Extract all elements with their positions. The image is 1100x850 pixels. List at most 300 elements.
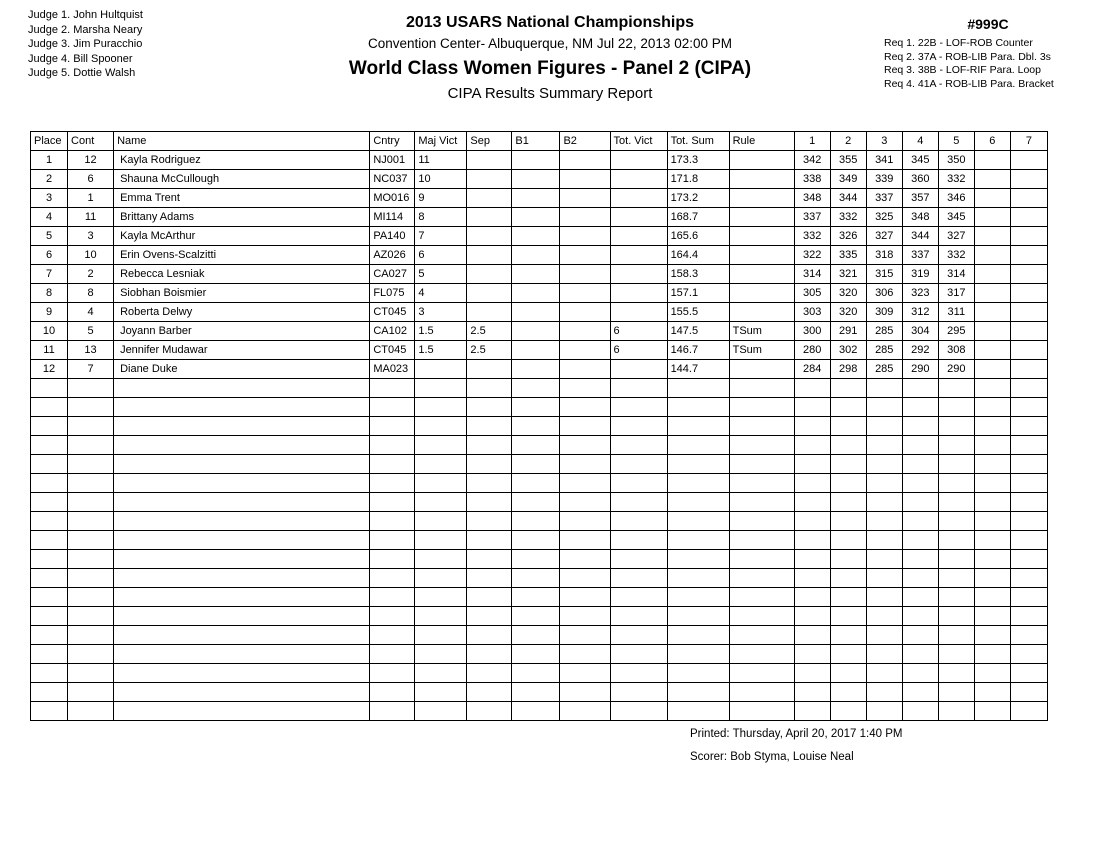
table-cell [415,493,467,512]
table-cell [467,170,512,189]
table-cell: AZ026 [370,246,415,265]
table-cell: 291 [830,322,866,341]
table-cell: 332 [794,227,830,246]
table-cell: Jennifer Mudawar [114,341,370,360]
table-cell [938,531,974,550]
table-cell [610,379,667,398]
table-cell [729,379,794,398]
table-cell: 158.3 [667,265,729,284]
table-cell: 346 [938,189,974,208]
table-cell [610,436,667,455]
table-cell [1010,246,1047,265]
table-cell [610,208,667,227]
table-cell [974,455,1010,474]
column-header: Rule [729,132,794,151]
table-cell: 320 [830,303,866,322]
table-cell [830,569,866,588]
table-cell: 350 [938,151,974,170]
table-cell [902,683,938,702]
table-cell [370,474,415,493]
table-cell [512,702,560,721]
table-cell [467,303,512,322]
table-row [31,341,1048,360]
event-title: World Class Women Figures - Panel 2 (CIPA) [348,58,752,79]
table-cell [729,303,794,322]
table-cell: 13 [68,341,114,360]
table-cell [938,474,974,493]
table-cell [938,588,974,607]
table-cell: Roberta Delwy [114,303,370,322]
table-cell: 327 [938,227,974,246]
table-cell [467,436,512,455]
empty-table-row [31,493,1048,512]
table-cell [610,664,667,683]
table-cell [415,702,467,721]
table-cell [68,379,114,398]
table-cell [560,569,610,588]
column-header: Sep [467,132,512,151]
table-cell [560,550,610,569]
table-cell: 342 [794,151,830,170]
table-cell [68,702,114,721]
table-cell [31,455,68,474]
table-cell: 326 [830,227,866,246]
table-cell [370,569,415,588]
table-cell: 345 [938,208,974,227]
table-cell [114,702,370,721]
table-cell [512,683,560,702]
results-table [30,131,1048,721]
table-cell [794,645,830,664]
table-cell [68,569,114,588]
table-cell: 309 [866,303,902,322]
table-cell [902,417,938,436]
table-body [31,151,1048,721]
table-cell: 8 [31,284,68,303]
table-cell [830,379,866,398]
event-info [884,16,1092,91]
table-cell: 2 [68,265,114,284]
table-cell: CT045 [370,303,415,322]
table-cell [729,436,794,455]
table-cell [974,151,1010,170]
table-cell: 285 [866,341,902,360]
table-cell [938,550,974,569]
table-cell: MI114 [370,208,415,227]
empty-table-row [31,683,1048,702]
table-cell [729,151,794,170]
table-cell [610,683,667,702]
table-cell [31,474,68,493]
table-cell [866,550,902,569]
table-cell: 7 [31,265,68,284]
table-cell: 4 [31,208,68,227]
table-cell [902,474,938,493]
column-header: 3 [866,132,902,151]
table-cell [512,550,560,569]
table-cell [866,645,902,664]
table-cell [560,303,610,322]
table-cell [415,645,467,664]
table-cell [667,436,729,455]
table-cell [560,208,610,227]
table-cell [830,474,866,493]
table-cell: 300 [794,322,830,341]
table-cell [560,322,610,341]
table-cell [370,531,415,550]
table-cell [467,493,512,512]
table-cell [31,436,68,455]
table-cell [512,626,560,645]
table-cell [1010,398,1047,417]
empty-table-row [31,379,1048,398]
table-cell [114,664,370,683]
table-cell [866,493,902,512]
table-cell: 146.7 [667,341,729,360]
table-cell [974,398,1010,417]
column-header: 1 [794,132,830,151]
table-cell: 339 [866,170,902,189]
table-cell [467,512,512,531]
table-cell [512,588,560,607]
table-cell: 1.5 [415,341,467,360]
table-cell [560,398,610,417]
table-row [31,360,1048,379]
table-cell [560,531,610,550]
column-header: Tot. Vict [610,132,667,151]
empty-table-row [31,417,1048,436]
table-cell [31,398,68,417]
table-cell: 11 [31,341,68,360]
table-cell [560,170,610,189]
table-cell [866,455,902,474]
judge-entry: Judge 5. Dottie Walsh [28,67,136,79]
table-cell: 3 [68,227,114,246]
table-cell [68,683,114,702]
judge-entry: Judge 1. John Hultquist [28,9,143,21]
table-row [31,227,1048,246]
column-header: Place [31,132,68,151]
column-header: Name [114,132,370,151]
table-cell [370,417,415,436]
table-cell [467,626,512,645]
table-cell [467,379,512,398]
report-title: 2013 USARS National Championships [405,14,695,31]
table-cell: 314 [938,265,974,284]
table-cell [467,664,512,683]
table-cell: Brittany Adams [114,208,370,227]
table-cell [467,702,512,721]
requirement-entry: Req 3. 38B - LOF-RIF Para. Loop [884,64,1041,76]
table-cell [667,569,729,588]
table-cell [830,531,866,550]
table-cell [610,360,667,379]
table-cell [794,512,830,531]
table-cell [938,493,974,512]
table-cell [667,607,729,626]
table-cell [370,436,415,455]
table-cell [68,550,114,569]
table-cell [31,417,68,436]
requirements-list [884,37,1092,91]
table-cell [667,455,729,474]
table-cell [610,607,667,626]
table-cell [974,265,1010,284]
table-cell [1010,227,1047,246]
table-cell [830,550,866,569]
table-cell [415,417,467,436]
table-cell [866,569,902,588]
table-cell [114,531,370,550]
table-cell [830,664,866,683]
table-cell: 344 [830,189,866,208]
table-cell: 3 [31,189,68,208]
table-cell [667,626,729,645]
table-cell: 157.1 [667,284,729,303]
table-cell [31,645,68,664]
table-cell [729,474,794,493]
table-cell [794,455,830,474]
table-cell [512,493,560,512]
table-row [31,189,1048,208]
table-cell: Kayla McArthur [114,227,370,246]
table-cell [938,398,974,417]
table-cell: MA023 [370,360,415,379]
table-cell [1010,417,1047,436]
table-cell: 10 [31,322,68,341]
table-cell: CT045 [370,341,415,360]
table-cell [68,417,114,436]
table-cell [667,474,729,493]
table-cell [68,626,114,645]
table-cell [729,227,794,246]
table-cell [512,246,560,265]
table-cell [114,455,370,474]
table-cell [512,284,560,303]
table-cell: 315 [866,265,902,284]
table-cell [729,398,794,417]
table-cell: 5 [68,322,114,341]
table-cell: 302 [830,341,866,360]
table-cell: 164.4 [667,246,729,265]
table-cell: 332 [830,208,866,227]
table-cell [415,531,467,550]
table-cell [902,455,938,474]
table-cell: Emma Trent [114,189,370,208]
table-cell [974,702,1010,721]
table-cell [902,493,938,512]
table-cell: MO016 [370,189,415,208]
table-cell: 335 [830,246,866,265]
table-cell: 292 [902,341,938,360]
table-row [31,284,1048,303]
table-cell [560,189,610,208]
table-cell [415,683,467,702]
table-cell [974,436,1010,455]
table-cell [830,417,866,436]
table-cell: 338 [794,170,830,189]
table-cell [512,417,560,436]
table-cell [938,645,974,664]
table-cell [729,284,794,303]
table-cell [560,341,610,360]
table-cell [938,683,974,702]
table-cell [1010,683,1047,702]
table-cell [974,474,1010,493]
table-cell: Diane Duke [114,360,370,379]
table-cell: 303 [794,303,830,322]
table-cell [729,645,794,664]
table-cell [415,474,467,493]
table-cell [68,645,114,664]
table-cell [1010,645,1047,664]
table-cell [370,455,415,474]
table-cell [610,170,667,189]
requirement-entry: Req 2. 37A - ROB-LIB Para. Dbl. 3s [884,50,1051,63]
requirement-entry: Req 4. 41A - ROB-LIB Para. Bracket [884,77,1054,90]
table-cell [794,436,830,455]
table-cell [68,398,114,417]
table-cell: CA027 [370,265,415,284]
table-cell: NJ001 [370,151,415,170]
table-cell [370,645,415,664]
table-cell [974,607,1010,626]
table-cell [114,683,370,702]
table-cell [415,626,467,645]
report-name: CIPA Results Summary Report [447,85,653,102]
table-cell [610,455,667,474]
empty-table-row [31,664,1048,683]
table-cell [31,550,68,569]
table-cell: 10 [415,170,467,189]
table-cell [1010,702,1047,721]
table-cell [794,531,830,550]
table-cell: 357 [902,189,938,208]
table-cell [610,303,667,322]
table-cell [729,208,794,227]
table-cell [467,265,512,284]
report-footer [690,728,902,774]
table-cell [467,189,512,208]
table-cell: Rebecca Lesniak [114,265,370,284]
table-cell: 285 [866,360,902,379]
table-cell: 348 [794,189,830,208]
empty-table-row [31,531,1048,550]
table-cell [729,550,794,569]
table-cell: 298 [830,360,866,379]
table-cell [729,588,794,607]
table-cell [560,474,610,493]
table-cell [560,664,610,683]
table-cell [1010,303,1047,322]
table-cell [1010,341,1047,360]
table-cell: 1 [31,151,68,170]
table-cell [1010,322,1047,341]
empty-table-row [31,588,1048,607]
table-cell: 322 [794,246,830,265]
table-cell [902,607,938,626]
table-cell: 2.5 [467,322,512,341]
table-cell: 348 [902,208,938,227]
table-cell [938,702,974,721]
table-cell: 349 [830,170,866,189]
table-cell [467,360,512,379]
column-header: 4 [902,132,938,151]
table-cell [1010,360,1047,379]
table-cell: 304 [902,322,938,341]
table-row [31,322,1048,341]
table-cell [729,455,794,474]
table-cell [667,664,729,683]
table-cell [114,607,370,626]
empty-table-row [31,569,1048,588]
table-cell [830,493,866,512]
requirement-entry: Req 1. 22B - LOF-ROB Counter [884,37,1033,49]
table-cell [610,284,667,303]
column-header: 6 [974,132,1010,151]
table-cell [830,607,866,626]
table-cell [830,398,866,417]
table-cell [512,531,560,550]
table-cell: 285 [866,322,902,341]
table-cell [1010,512,1047,531]
table-cell [370,626,415,645]
table-cell: 3 [415,303,467,322]
table-cell [415,379,467,398]
table-cell [938,607,974,626]
table-cell [1010,455,1047,474]
table-cell [938,417,974,436]
table-cell [610,189,667,208]
table-cell [512,645,560,664]
table-cell [560,151,610,170]
table-cell [31,512,68,531]
table-cell [902,588,938,607]
table-cell [114,379,370,398]
table-cell [560,360,610,379]
table-cell: 305 [794,284,830,303]
table-cell [974,626,1010,645]
table-cell: FL075 [370,284,415,303]
table-cell [610,493,667,512]
table-cell [830,455,866,474]
table-cell: 319 [902,265,938,284]
table-cell [560,683,610,702]
table-cell [974,379,1010,398]
column-header: B1 [512,132,560,151]
table-cell [415,512,467,531]
table-cell: 344 [902,227,938,246]
table-cell: 337 [866,189,902,208]
table-cell [370,493,415,512]
table-cell [415,398,467,417]
table-cell [512,303,560,322]
table-cell [974,588,1010,607]
column-header: 2 [830,132,866,151]
table-cell [830,512,866,531]
table-cell [974,512,1010,531]
table-cell [370,512,415,531]
empty-table-row [31,512,1048,531]
table-cell [31,379,68,398]
empty-table-row [31,607,1048,626]
table-cell [415,664,467,683]
table-cell [560,284,610,303]
table-cell [974,360,1010,379]
table-cell [938,455,974,474]
empty-table-row [31,626,1048,645]
table-cell: 12 [68,151,114,170]
